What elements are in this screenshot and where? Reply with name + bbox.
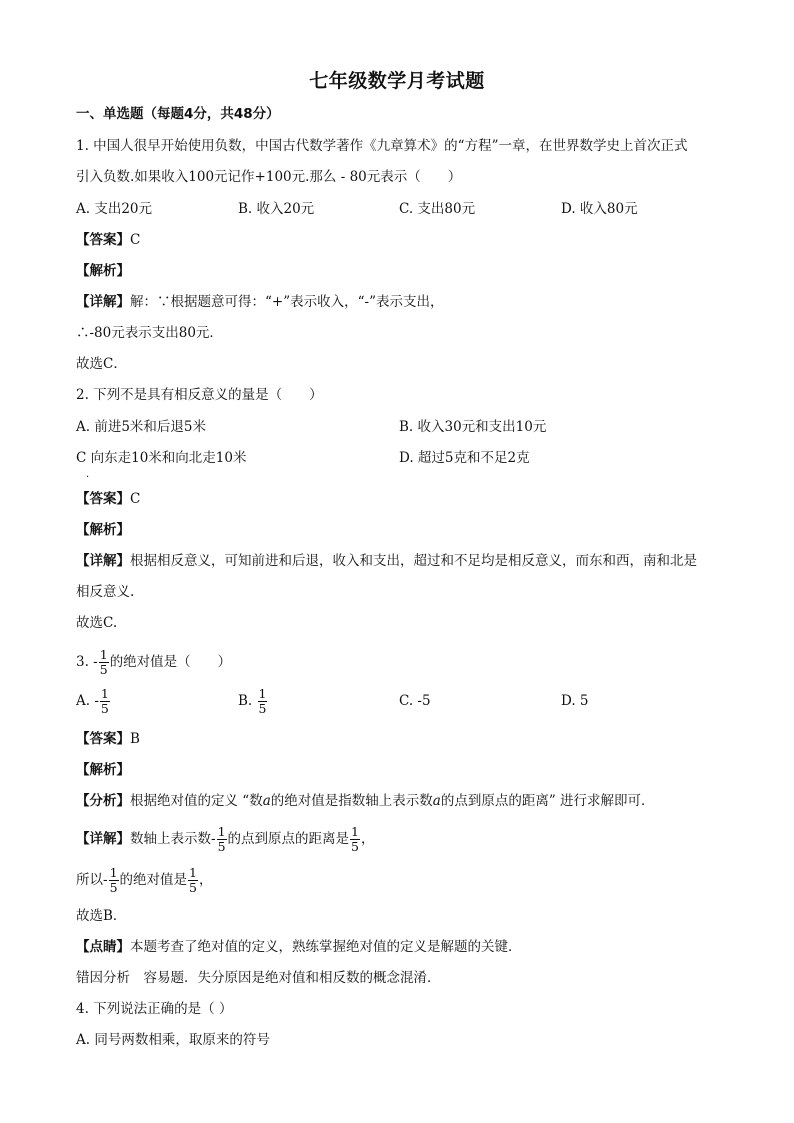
q1-detail-2: ∴-80元表示支出80元． bbox=[76, 325, 223, 341]
q1-stem-line1: 1. 中国人很早开始使用负数，中国古代数学著作《九章算术》的“方程”一章，在世界数学史上首次正式 bbox=[76, 138, 688, 154]
q3-detail: 【详解】数轴上表示数- $\frac{1}{5}$ 的点到原点的距离是 $\frac{1}{5}$ ， bbox=[76, 824, 375, 854]
q1-option-d: D. 收入80元 bbox=[561, 201, 638, 217]
q2-choose: 故选C. bbox=[76, 615, 118, 631]
q3-option-c: C. -5 bbox=[399, 693, 431, 709]
section-heading: 一、单选题（每题4分，共48分） bbox=[76, 106, 280, 122]
q1-option-b: B. 收入20元 bbox=[238, 201, 315, 217]
q2-option-d: D. 超过5克和不足2克 bbox=[399, 450, 530, 466]
q3-so: 所以- $\frac{1}{5}$ 的绝对值是 $\frac{1}{5}$ ， bbox=[76, 865, 213, 895]
fraction-one-fifth: $\frac{1}{5}$ bbox=[109, 865, 118, 895]
q2-analysis-tag: 【解析】 bbox=[76, 522, 130, 538]
q4-option-a: A. 同号两数相乘，取原来的符号 bbox=[76, 1032, 270, 1048]
stray-dot: · bbox=[86, 472, 90, 483]
q3-stem-suffix: 的绝对值是（ ） bbox=[109, 654, 232, 670]
q3-analysis-tag: 【解析】 bbox=[76, 762, 130, 778]
q3-error-analysis: 错因分析 容易题．失分原因是绝对值和相反数的概念混淆． bbox=[76, 970, 441, 986]
q2-option-b: B. 收入30元和支出10元 bbox=[399, 419, 547, 435]
detail-tag: 【详解】 bbox=[76, 553, 130, 569]
detail-text: 根据相反意义，可知前进和后退，收入和支出，超过和不足均是相反意义，而东和西，南和北是 bbox=[130, 553, 697, 569]
answer-tag: 【答案】 bbox=[76, 491, 130, 507]
q1-analysis-tag: 【解析】 bbox=[76, 263, 130, 279]
q2-detail bbox=[76, 551, 697, 571]
q3-choose: 故选B． bbox=[76, 908, 127, 924]
fraction-one-fifth: $\frac{1}{5}$ bbox=[189, 865, 197, 895]
q1-detail bbox=[76, 292, 443, 312]
fraction-one-fifth: $\frac{1}{5}$ bbox=[258, 686, 267, 716]
q1-answer bbox=[76, 230, 140, 250]
q3-stem bbox=[76, 645, 231, 679]
q1-option-a: A. 支出20元 bbox=[76, 201, 153, 217]
answer-value: C bbox=[130, 491, 141, 507]
answer-value: C bbox=[130, 232, 141, 248]
q2-option-a: A. 前进5米和后退5米 bbox=[76, 419, 207, 435]
q3-stem-prefix: 3. - bbox=[76, 654, 98, 670]
q3-answer bbox=[76, 729, 140, 749]
q3-option-d: D. 5 bbox=[561, 693, 589, 709]
q1-choose: 故选C． bbox=[76, 356, 127, 372]
fraction-one-fifth: $\frac{1}{5}$ bbox=[100, 686, 109, 716]
q2-stem: 2. 下列不是具有相反意义的量是（ ） bbox=[76, 387, 323, 403]
q2-option-c: C 向东走10米和向北走10米 bbox=[76, 450, 247, 466]
answer-tag: 【答案】 bbox=[76, 232, 130, 248]
q1-option-c: C. 支出80元 bbox=[399, 201, 476, 217]
q3-option-b: B. $\frac{1}{5}$ bbox=[238, 686, 267, 716]
detail-tag: 【详解】 bbox=[76, 294, 130, 310]
q3-option-a: A. - $\frac{1}{5}$ bbox=[76, 686, 109, 716]
fraction-one-fifth: $\frac{1}{5}$ bbox=[99, 647, 108, 677]
q3-fenxi: 【分析】根据绝对值的定义 “数a的绝对值是指数轴上表示数a的点到原点的距离” 进行求解即可． bbox=[76, 793, 655, 809]
q2-detail-2: 相反意义. bbox=[76, 584, 135, 600]
answer-tag: 【答案】 bbox=[76, 731, 130, 747]
page-title: 七年级数学月考试题 bbox=[309, 70, 485, 92]
q3-dianjing: 【点睛】本题考查了绝对值的定义，熟练掌握绝对值的定义是解题的关键． bbox=[76, 939, 522, 955]
q2-answer bbox=[76, 489, 140, 509]
fraction-one-fifth: $\frac{1}{5}$ bbox=[351, 824, 359, 854]
answer-value: B bbox=[130, 731, 140, 747]
detail-text: 解：∵根据题意可得：“+”表示收入，“-”表示支出， bbox=[130, 294, 444, 310]
fraction-one-fifth: $\frac{1}{5}$ bbox=[217, 824, 226, 854]
q4-stem: 4. 下列说法正确的是（ ） bbox=[76, 1001, 233, 1017]
q1-stem-line2: 引入负数.如果收入100元记作+100元.那么 - 80元表示（ ） bbox=[76, 169, 462, 185]
